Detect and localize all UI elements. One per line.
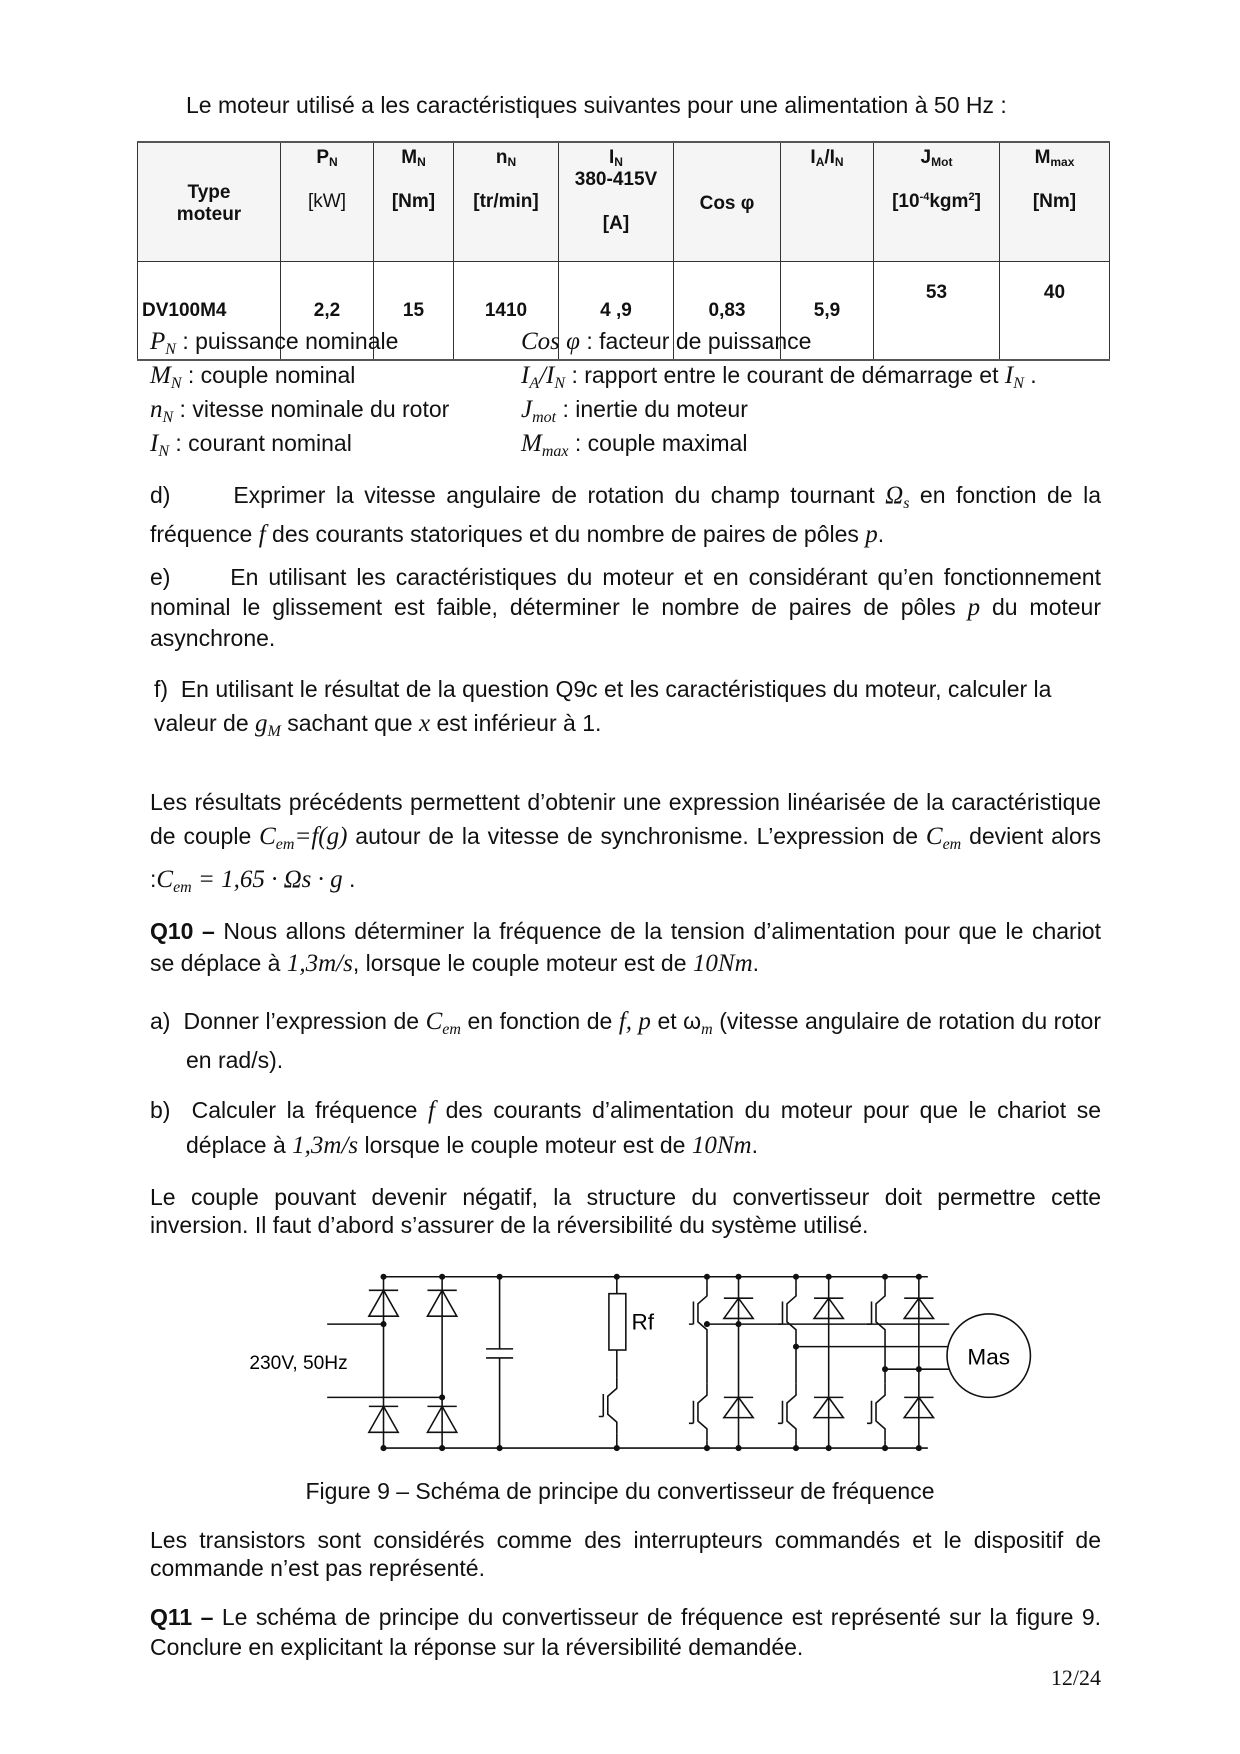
junction-dot xyxy=(917,1367,922,1372)
text-run: . xyxy=(877,521,885,547)
symbol-sub: N xyxy=(554,375,566,392)
header-text: P xyxy=(316,147,329,168)
reversibility-paragraph xyxy=(150,1183,1101,1239)
math-run: C xyxy=(925,823,943,850)
table-cell: 2,2 xyxy=(281,262,374,361)
header-sub: N xyxy=(834,155,844,169)
junction-dot xyxy=(381,1446,386,1451)
header-ia-in xyxy=(781,142,874,262)
legend-item xyxy=(521,326,811,357)
math-run: p xyxy=(865,521,878,548)
symbol-sub: A xyxy=(529,375,540,392)
math-run: f, p xyxy=(618,1008,651,1035)
header-unit: [tr/min] xyxy=(473,191,539,212)
header-text: I xyxy=(609,147,615,168)
junction-dot xyxy=(381,1275,386,1280)
math-run: 10Nm xyxy=(692,950,753,977)
symbol: n xyxy=(150,396,163,423)
math-run: 10Nm xyxy=(691,1132,752,1159)
question-label: Q11 – xyxy=(150,1604,214,1630)
math-run: x xyxy=(418,710,431,737)
junction-dot xyxy=(705,1275,710,1280)
text-run: (vitesse angulaire de rotation du rotor en rad/s). xyxy=(186,1008,1101,1073)
legend-item xyxy=(521,428,747,467)
header-pn xyxy=(281,142,374,262)
igbt-icon xyxy=(867,1384,885,1440)
math-run: M xyxy=(267,723,281,740)
math-run: 1,3m/s xyxy=(292,1132,359,1159)
table-cell: 15 xyxy=(374,262,454,361)
legend-text: : inertie du moteur xyxy=(556,396,748,422)
legend-text: : rapport entre le courant de démarrage et xyxy=(565,362,1005,388)
junction-dot xyxy=(883,1367,888,1372)
header-unit: 2 xyxy=(968,191,975,203)
text-run: Le couple pouvant devenir négatif, la structure du convertisseur doit permettre cette inversion. Il faut d’abord s’assurer de la réversibilité du système utilisé. xyxy=(150,1184,1101,1238)
question-label: Q10 – xyxy=(150,918,215,944)
header-text: Cos φ xyxy=(699,193,755,214)
header-cos xyxy=(674,142,781,262)
junction-dot xyxy=(794,1344,799,1349)
header-nn xyxy=(454,142,559,262)
text-run: . xyxy=(342,866,356,892)
legend-text: : courant nominal xyxy=(169,430,352,456)
text-run: devient alors : xyxy=(150,823,1101,892)
text-run: b) Calculer la fréquence xyxy=(150,1097,429,1123)
text-run: Les transistors sont considérés comme des interrupteurs commandés et le dispositif de commande n’est pas représenté. xyxy=(150,1527,1101,1581)
question-f xyxy=(154,672,1054,749)
table-cell: 53 xyxy=(874,262,1000,361)
junction-dot xyxy=(705,1446,710,1451)
header-unit: [10 xyxy=(892,191,920,212)
symbol-sub: N xyxy=(158,443,169,460)
igbt-icon xyxy=(689,1384,707,1440)
question-e xyxy=(150,562,1101,653)
table-header-row xyxy=(138,142,1110,262)
math-run: em xyxy=(442,1021,461,1038)
symbol: J xyxy=(521,396,533,423)
symbol: I xyxy=(1004,362,1014,389)
linearised-expression-paragraph xyxy=(150,785,1101,905)
legend-text: : facteur de puissance xyxy=(579,328,812,354)
symbol-sub: N xyxy=(170,375,182,392)
text-run: lorsque le couple moteur est de xyxy=(358,1132,692,1158)
math-run: em xyxy=(173,879,192,896)
junction-dot xyxy=(736,1322,741,1327)
text-run: et ω xyxy=(650,1008,702,1034)
symbol: Cos φ xyxy=(521,328,580,355)
text-run: en fonction de xyxy=(460,1008,619,1034)
text-run: Le schéma de principe du convertisseur de fréquence est représenté sur la figure 9. Conclure en explicitant la réponse sur la réversibilité demandée. xyxy=(150,1604,1101,1660)
junction-dot xyxy=(883,1446,888,1451)
math-run: em xyxy=(275,836,295,853)
header-sub: N xyxy=(507,155,517,169)
junction-dot xyxy=(794,1275,799,1280)
motor-label: Mas xyxy=(967,1344,1011,1370)
legend-text: . xyxy=(1023,362,1037,388)
legend-text: : vitesse nominale du rotor xyxy=(173,396,450,422)
symbol-sub: N xyxy=(162,409,174,426)
text-run: des courants statoriques et du nombre de paires de pôles xyxy=(265,521,866,547)
math-run: C xyxy=(259,823,276,850)
resistor-label: Rf xyxy=(631,1309,654,1335)
junction-dot xyxy=(736,1446,741,1451)
header-unit: [Nm] xyxy=(1032,191,1077,212)
math-run: s xyxy=(903,495,910,512)
text-run: e) En utilisant les caractéristiques du moteur et en considérant qu’en fonctionnement nominal le glissement est faible, déterminer le nombre de paires de pôles xyxy=(150,564,1101,620)
junction-dot xyxy=(440,1446,445,1451)
header-in xyxy=(559,142,674,262)
legend-text: : couple maximal xyxy=(568,430,748,456)
symbol: M xyxy=(150,362,171,389)
question-q10a xyxy=(150,1006,1101,1075)
junction-dot xyxy=(736,1275,741,1280)
source-label: 230V, 50Hz xyxy=(249,1353,348,1375)
junction-dot xyxy=(381,1322,386,1327)
math-run: f xyxy=(258,521,266,548)
symbol-sub: mot xyxy=(532,409,557,426)
header-text: M xyxy=(1034,147,1051,168)
header-sub: N xyxy=(417,155,426,169)
math-run: em xyxy=(942,836,962,853)
intro-text: Le moteur utilisé a les caractéristiques suivantes pour une alimentation à 50 Hz : xyxy=(186,92,1007,118)
table-cell: 5,9 xyxy=(781,262,874,361)
junction-dot xyxy=(705,1322,710,1327)
igbt-icon xyxy=(778,1285,796,1341)
header-mmax xyxy=(1000,142,1110,262)
junction-dot xyxy=(917,1446,922,1451)
junction-dot xyxy=(440,1395,445,1400)
resistor-icon xyxy=(609,1294,626,1350)
header-unit: kgm xyxy=(929,191,969,212)
junction-dot xyxy=(440,1275,445,1280)
table-cell: DV100M4 xyxy=(138,262,281,361)
header-sub: max xyxy=(1050,155,1075,169)
header-unit: ] xyxy=(974,191,981,212)
text-run: est inférieur à 1. xyxy=(430,710,602,736)
header-mn xyxy=(374,142,454,262)
page-number: 12/24 xyxy=(1050,1665,1101,1690)
junction-dot xyxy=(615,1446,620,1451)
text-run: autour de la vitesse de synchronisme. L’expression de xyxy=(347,823,926,849)
junction-dot xyxy=(883,1275,888,1280)
legend-item xyxy=(150,428,352,467)
igbt-icon xyxy=(867,1285,885,1341)
legend-text: : puissance nominale xyxy=(175,328,399,354)
text-run: , lorsque le couple moteur est de xyxy=(352,950,693,976)
math-run: m xyxy=(701,1021,713,1038)
text-run: en fonction de la fréquence xyxy=(150,482,1101,547)
question-q10 xyxy=(150,915,1101,980)
question-q11 xyxy=(150,1602,1101,1662)
math-run: g xyxy=(255,710,268,737)
math-run: =f(g) xyxy=(294,823,348,850)
table-cell: 4 ,9 xyxy=(559,262,674,361)
text-run: Nous allons déterminer la fréquence de la tension d’alimentation pour que le chariot se déplace à xyxy=(150,918,1101,976)
symbol: /I xyxy=(539,362,555,389)
text-run: . xyxy=(752,950,760,976)
igbt-icon xyxy=(599,1377,617,1433)
math-run: 1,3m/s xyxy=(286,950,353,977)
junction-dot xyxy=(615,1275,620,1280)
header-sub: A xyxy=(815,155,825,169)
text-run: d) Exprimer la vitesse angulaire de rotation du champ tournant xyxy=(150,482,886,508)
header-type xyxy=(138,142,281,262)
text-run: du moteur asynchrone. xyxy=(150,594,1101,651)
text-run: a) Donner l’expression de xyxy=(150,1008,426,1034)
legend-text: : couple nominal xyxy=(181,362,356,388)
header-sub: N xyxy=(329,155,338,169)
text-run: f) En utilisant le résultat de la question Q9c et les caractéristiques du moteur, calculer la valeur de xyxy=(154,676,1052,736)
table-cell: 40 xyxy=(1000,262,1110,361)
igbt-icon xyxy=(689,1285,707,1341)
header-text: Type xyxy=(187,182,231,203)
symbol: I xyxy=(150,430,159,457)
table-cell: 0,83 xyxy=(674,262,781,361)
math-run: Ω xyxy=(885,482,904,509)
math-run: C xyxy=(425,1008,443,1035)
symbol: I xyxy=(521,362,530,389)
header-text: moteur xyxy=(176,204,242,225)
header-text: 380-415V xyxy=(574,169,658,190)
symbol-sub: N xyxy=(165,341,176,358)
text-run: sachant que xyxy=(280,710,419,736)
header-jmot xyxy=(874,142,1000,262)
symbol-sub: max xyxy=(541,443,569,460)
junction-dot xyxy=(794,1446,799,1451)
transistors-paragraph xyxy=(150,1526,1101,1582)
math-run: p xyxy=(967,594,981,621)
header-unit: [A] xyxy=(602,213,630,234)
header-text: M xyxy=(401,147,418,168)
junction-dot xyxy=(497,1446,502,1451)
header-unit: [Nm] xyxy=(391,191,436,212)
header-text: J xyxy=(920,147,932,168)
header-text: I xyxy=(810,147,816,168)
text-run: Les résultats précédents permettent d’obtenir une expression linéarisée de la caractéristique de couple xyxy=(150,789,1101,849)
text-run: . xyxy=(751,1132,758,1158)
figure-caption: Figure 9 – Schéma de principe du convertisseur de fréquence xyxy=(305,1478,935,1504)
header-text: n xyxy=(495,147,508,168)
math-run: C xyxy=(156,866,174,893)
math-run: f xyxy=(428,1097,435,1124)
header-sub: N xyxy=(614,155,623,169)
symbol-sub: N xyxy=(1013,375,1024,392)
table-cell: 1410 xyxy=(454,262,559,361)
junction-dot xyxy=(826,1446,831,1451)
junction-dot xyxy=(497,1275,502,1280)
symbol: P xyxy=(150,328,166,355)
question-q10b xyxy=(150,1093,1101,1163)
junction-dot xyxy=(917,1275,922,1280)
igbt-icon xyxy=(778,1384,796,1440)
math-run: = 1,65 · Ωs · g xyxy=(191,866,343,893)
junction-dot xyxy=(826,1275,831,1280)
header-unit: [kW] xyxy=(308,191,346,212)
text-run: des courants d’alimentation du moteur pour que le chariot se déplace à xyxy=(186,1097,1102,1158)
question-d xyxy=(150,480,1101,550)
symbol: M xyxy=(521,430,542,457)
header-unit: -4 xyxy=(919,191,930,203)
header-text: /I xyxy=(824,147,835,168)
header-sub: Mot xyxy=(931,155,953,169)
frequency-converter-diagram xyxy=(237,1262,1071,1482)
